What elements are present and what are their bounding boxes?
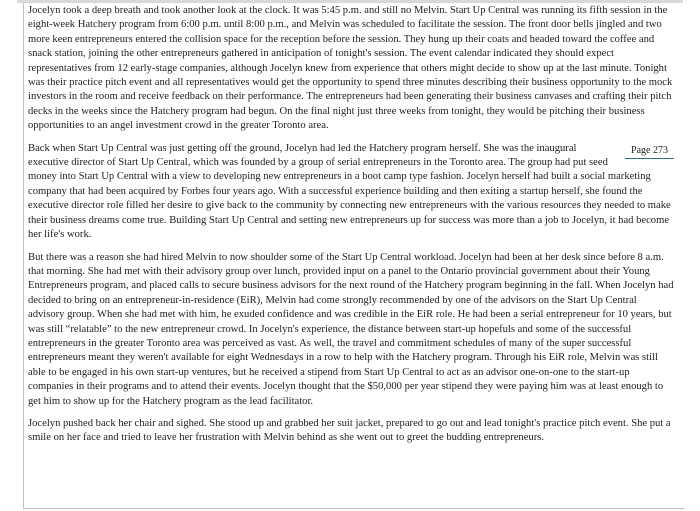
page-marker: Page 273 bbox=[625, 144, 674, 159]
paragraph-3: But there was a reason she had hired Melvin to now shoulder some of the Start Up Central workload. Jocelyn had been at her desk since before 8 a.m. that morning. She had met with their advisory group over lunch, provided input on a panel to the Ontario provincial government about their Young Entrepreneurs program, and placed calls to secure business advisors for the next round of the Hatchery program beginning in the fall. When Jocelyn had decided to bring on an entrepreneur-in-residence (EiR), Melvin had come strongly recommended by one of the advisors on the Start Up Central advisory group. When she had met with him, he exuded confidence and was credible in the EiR role. He had been a serial entrepreneur for 10 years, but was still “relatable” to the new entrepreneur crowd. In Jocelyn's experience, the distance between start-up hopefuls and some of the successful entrepreneurs in the greater Toronto area was perceived as vast. As well, the travel and commitment schedules of many of the super successful entrepreneurs meant they weren't available for eight Wednesdays in a row to help with the Hatchery program. Through his EiR role, Melvin was still able to be engaged in his own start-up ventures, but he received a stipend from Start Up Central to act as an advisor one-on-one to the start-up companies in their programs and to attend their events. Jocelyn thought that the $50,000 per year stipend they were paying him was at least enough to get him to show up for the Hatchery program as the lead facilitator. bbox=[28, 251, 674, 407]
paragraph-1: Jocelyn took a deep breath and took another look at the clock. It was 5:45 p.m. and still no Melvin. Start Up Central was running its fifth session in the eight-week Hatchery program from 6:00 p.m. until 8:00 p.m., and Melvin was scheduled to facilitate the session. The front door bells jingled and two more keen entrepreneurs entered the collision space for the reception before the session. They hung up their coats and headed toward the coffee and snack station, joining the other entrepreneurs gathered in anticipation of tonight's session. The event calendar indicated they should expect representatives from 12 early-stage companies, although Jocelyn knew from experience that others might decide to show up at the last minute. Tonight was their practice pitch event and all representatives would get the opportunity to spend three minutes describing their business opportunity to the mock investors in the room and receive feedback on their performance. The entrepreneurs had been generating their business canvases and crafting their pitch decks in the weeks since the Hatchery program had begun. On the final night just three weeks from tonight, they would be pitching their business opportunities to an angel investment crowd in the greater Toronto area. bbox=[28, 5, 673, 132]
document-body bbox=[28, 4, 674, 454]
paragraph-4: Jocelyn pushed back her chair and sighed. She stood up and grabbed her suit jacket, prepared to go out and lead tonight's practice pitch event. She put a smile on her face and tried to leave her frustration with Melvin behind as she went out to greet the budding entrepreneurs. bbox=[28, 417, 671, 444]
paragraph-2 bbox=[28, 142, 674, 243]
paragraph-2-text: Back when Start Up Central was just getting off the ground, Jocelyn had led the Hatchery program herself. She was the inaugural executive director of Start Up Central, which was founded by a group of serial entrepreneurs in the Toronto area. The group had put seed money into Start Up Central with a view to developing new entrepreneurs in a boot camp type fashion. Jocelyn herself had built a social marketing company that had been acquired by Forbes four years ago. With a successful experience building and then exiting a startup herself, she found the executive director role filled her desire to give back to the community by connecting new entrepreneurs with the various resources they needed to make their business dreams come true. Building Start Up Central and setting new entrepreneurs up for success was more than a job to Jocelyn, it had become her life's work. bbox=[28, 142, 671, 241]
